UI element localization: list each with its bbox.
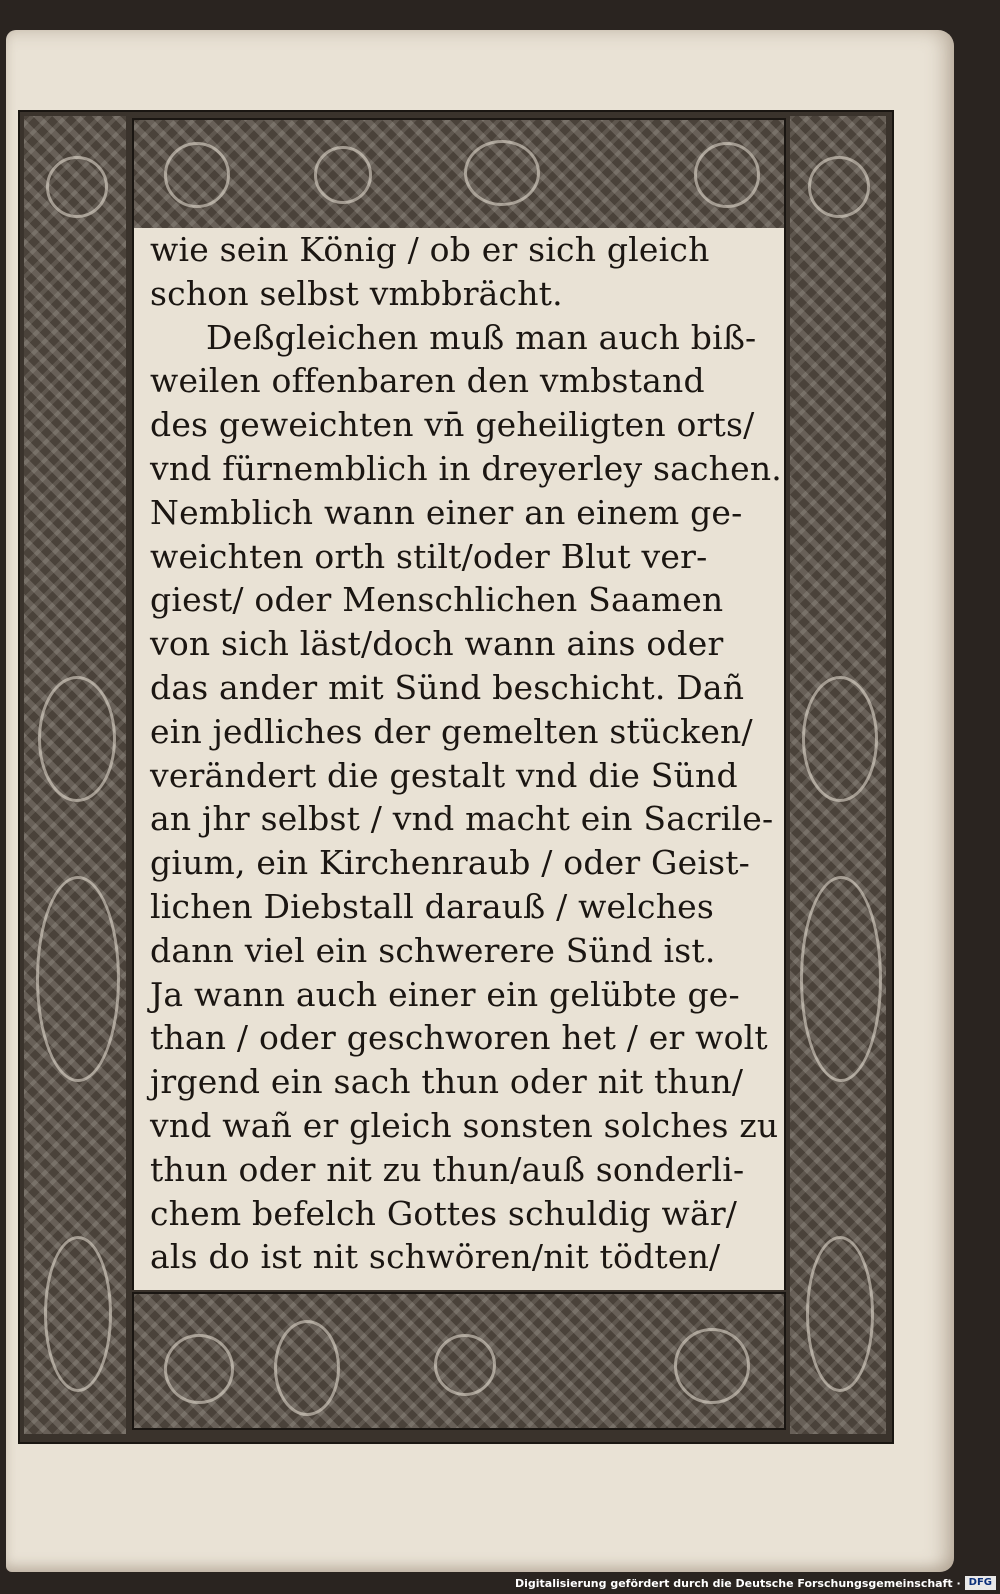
dfg-logo: DFG bbox=[965, 1576, 996, 1590]
text-line: than / oder geschworen het / er wolt bbox=[150, 1018, 768, 1058]
text-line: weilen offenbaren den vmbstand bbox=[150, 361, 705, 401]
text-line: wie sein König / ob er sich gleich bbox=[150, 230, 710, 269]
footer-text: Digitalisierung gefördert durch die Deutsche Forschungsgemeinschaft · bbox=[514, 1576, 961, 1590]
left-ornament-column bbox=[24, 116, 126, 1434]
text-line: Ja wann auch einer ein gelübte ge- bbox=[150, 974, 740, 1014]
text-line: des geweichten vn̄ geheiligten orts/ bbox=[150, 405, 755, 445]
bottom-ornament-band bbox=[132, 1292, 786, 1430]
text-block bbox=[132, 228, 786, 1290]
text-line: chem befelch Gottes schuldig wär/ bbox=[150, 1193, 738, 1233]
text-line: thun oder nit zu thun/auß sonderli- bbox=[150, 1149, 745, 1189]
book-page bbox=[6, 30, 954, 1572]
text-line: ein jedliches der gemelten stücken/ bbox=[150, 711, 753, 751]
text-line: als do ist nit schwören/nit tödten/ bbox=[150, 1237, 721, 1277]
text-line: das ander mit Sünd beschicht. Dañ bbox=[150, 667, 745, 707]
text-line: Deßgleichen muß man auch biß- bbox=[206, 317, 757, 357]
text-line: giest/ oder Menschlichen Saamen bbox=[150, 580, 724, 620]
top-ornament-band bbox=[132, 118, 786, 230]
text-line: verändert die gestalt vnd die Sünd bbox=[150, 755, 738, 795]
right-ornament-column bbox=[790, 116, 886, 1434]
woodcut-border-frame bbox=[18, 110, 894, 1444]
text-line: dann viel ein schwerere Sünd ist. bbox=[150, 930, 716, 970]
text-line: lichen Diebstall darauß / welches bbox=[150, 886, 715, 926]
text-line: vnd fürnemblich in dreyerley sachen. bbox=[150, 448, 782, 488]
text-line: vnd wañ er gleich sonsten solches zu bbox=[150, 1105, 779, 1145]
text-line: von sich läst/doch wann ains oder bbox=[150, 624, 724, 664]
digitization-footer bbox=[515, 1574, 996, 1592]
text-line: Nemblich wann einer an einem ge- bbox=[150, 492, 743, 532]
text-line: jrgend ein sach thun oder nit thun/ bbox=[150, 1062, 744, 1102]
text-line: gium, ein Kirchenraub / oder Geist- bbox=[150, 843, 751, 883]
text-line: schon selbst vmbbrächt. bbox=[150, 273, 563, 313]
text-line: weichten orth stilt/oder Blut ver- bbox=[150, 536, 708, 576]
text-line: an jhr selbst / vnd macht ein Sacrile- bbox=[150, 799, 774, 839]
